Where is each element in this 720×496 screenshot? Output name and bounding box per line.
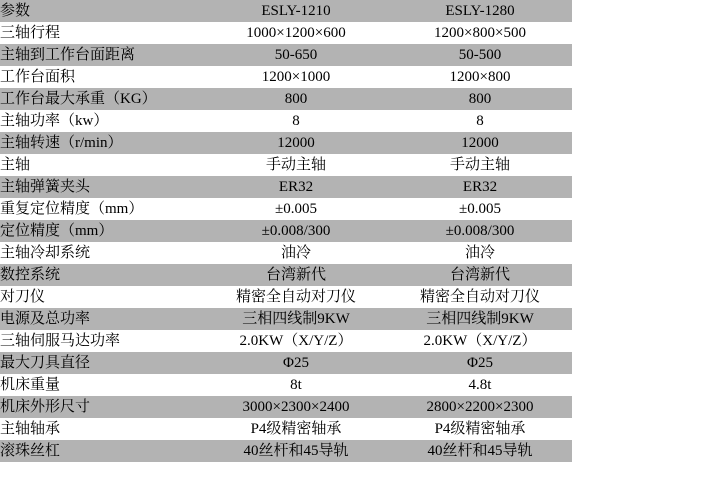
- table-row: [0, 220, 720, 242]
- cell-parameter: 重复定位精度（mm）: [0, 198, 204, 220]
- table-row: [0, 352, 720, 374]
- cell-spacer: [572, 44, 720, 66]
- cell-value-model-1: 三相四线制9KW: [204, 308, 388, 330]
- table-row: [0, 132, 720, 154]
- cell-value-model-2: 2800×2200×2300: [388, 396, 572, 418]
- cell-value-model-1: 12000: [204, 132, 388, 154]
- cell-value-model-2: 台湾新代: [388, 264, 572, 286]
- cell-spacer: [572, 110, 720, 132]
- cell-parameter: 工作台面积: [0, 66, 204, 88]
- column-header-parameter: 参数: [0, 0, 204, 22]
- cell-value-model-1: 1000×1200×600: [204, 22, 388, 44]
- cell-parameter: 数控系统: [0, 264, 204, 286]
- table-row: [0, 440, 720, 462]
- cell-value-model-1: 油冷: [204, 242, 388, 264]
- table-row: [0, 242, 720, 264]
- cell-parameter: 主轴功率（kw）: [0, 110, 204, 132]
- cell-spacer: [572, 330, 720, 352]
- table-row: [0, 88, 720, 110]
- cell-parameter: 工作台最大承重（KG）: [0, 88, 204, 110]
- cell-spacer: [572, 66, 720, 88]
- cell-value-model-1: 手动主轴: [204, 154, 388, 176]
- cell-parameter: 主轴轴承: [0, 418, 204, 440]
- cell-value-model-2: 1200×800: [388, 66, 572, 88]
- cell-value-model-1: 3000×2300×2400: [204, 396, 388, 418]
- cell-spacer: [572, 286, 720, 308]
- cell-spacer: [572, 132, 720, 154]
- cell-parameter: 主轴转速（r/min）: [0, 132, 204, 154]
- table-row: [0, 44, 720, 66]
- cell-spacer: [572, 198, 720, 220]
- cell-value-model-1: 8: [204, 110, 388, 132]
- cell-value-model-2: 8: [388, 110, 572, 132]
- cell-value-model-1: 50-650: [204, 44, 388, 66]
- cell-value-model-1: 精密全自动对刀仪: [204, 286, 388, 308]
- cell-spacer: [572, 440, 720, 462]
- cell-parameter: 主轴弹簧夹头: [0, 176, 204, 198]
- cell-spacer: [572, 242, 720, 264]
- cell-parameter: 对刀仪: [0, 286, 204, 308]
- cell-parameter: 三轴伺服马达功率: [0, 330, 204, 352]
- cell-spacer: [572, 396, 720, 418]
- cell-parameter: 机床外形尺寸: [0, 396, 204, 418]
- cell-spacer: [572, 418, 720, 440]
- table-row: [0, 198, 720, 220]
- cell-value-model-2: 精密全自动对刀仪: [388, 286, 572, 308]
- cell-spacer: [572, 220, 720, 242]
- cell-value-model-2: Φ25: [388, 352, 572, 374]
- cell-parameter: 机床重量: [0, 374, 204, 396]
- cell-spacer: [572, 176, 720, 198]
- table-row: [0, 154, 720, 176]
- cell-value-model-1: 40丝杆和45导轨: [204, 440, 388, 462]
- cell-spacer: [572, 352, 720, 374]
- cell-value-model-2: ±0.005: [388, 198, 572, 220]
- cell-value-model-1: 台湾新代: [204, 264, 388, 286]
- cell-value-model-2: 4.8t: [388, 374, 572, 396]
- cell-value-model-2: 1200×800×500: [388, 22, 572, 44]
- cell-parameter: 三轴行程: [0, 22, 204, 44]
- cell-spacer: [572, 264, 720, 286]
- cell-value-model-1: 8t: [204, 374, 388, 396]
- table-row: [0, 110, 720, 132]
- cell-value-model-1: Φ25: [204, 352, 388, 374]
- table-header-row: [0, 0, 720, 22]
- cell-parameter: 主轴: [0, 154, 204, 176]
- cell-value-model-2: ER32: [388, 176, 572, 198]
- cell-value-model-1: P4级精密轴承: [204, 418, 388, 440]
- cell-parameter: 主轴到工作台面距离: [0, 44, 204, 66]
- cell-spacer: [572, 22, 720, 44]
- cell-value-model-2: 800: [388, 88, 572, 110]
- table-row: [0, 66, 720, 88]
- cell-value-model-2: 三相四线制9KW: [388, 308, 572, 330]
- cell-value-model-2: 50-500: [388, 44, 572, 66]
- table-row: [0, 418, 720, 440]
- cell-spacer: [572, 374, 720, 396]
- cell-value-model-2: 2.0KW（X/Y/Z）: [388, 330, 572, 352]
- cell-value-model-2: 手动主轴: [388, 154, 572, 176]
- cell-parameter: 主轴冷却系统: [0, 242, 204, 264]
- cell-value-model-1: ±0.005: [204, 198, 388, 220]
- table-row: [0, 286, 720, 308]
- cell-value-model-1: ±0.008/300: [204, 220, 388, 242]
- column-header-model-1: ESLY-1210: [204, 0, 388, 22]
- table-row: [0, 308, 720, 330]
- cell-value-model-2: 油冷: [388, 242, 572, 264]
- cell-value-model-1: 800: [204, 88, 388, 110]
- cell-spacer: [572, 0, 720, 22]
- table-row: [0, 22, 720, 44]
- cell-value-model-2: P4级精密轴承: [388, 418, 572, 440]
- column-header-model-2: ESLY-1280: [388, 0, 572, 22]
- table-row: [0, 176, 720, 198]
- cell-value-model-1: 2.0KW（X/Y/Z）: [204, 330, 388, 352]
- cell-spacer: [572, 154, 720, 176]
- table-row: [0, 374, 720, 396]
- cell-value-model-1: ER32: [204, 176, 388, 198]
- table-row: [0, 264, 720, 286]
- cell-value-model-2: ±0.008/300: [388, 220, 572, 242]
- cell-value-model-1: 1200×1000: [204, 66, 388, 88]
- cell-spacer: [572, 308, 720, 330]
- cell-spacer: [572, 88, 720, 110]
- cell-value-model-2: 12000: [388, 132, 572, 154]
- cell-parameter: 定位精度（mm）: [0, 220, 204, 242]
- cell-parameter: 滚珠丝杠: [0, 440, 204, 462]
- cell-value-model-2: 40丝杆和45导轨: [388, 440, 572, 462]
- table-row: [0, 396, 720, 418]
- cell-parameter: 最大刀具直径: [0, 352, 204, 374]
- cell-parameter: 电源及总功率: [0, 308, 204, 330]
- table-row: [0, 330, 720, 352]
